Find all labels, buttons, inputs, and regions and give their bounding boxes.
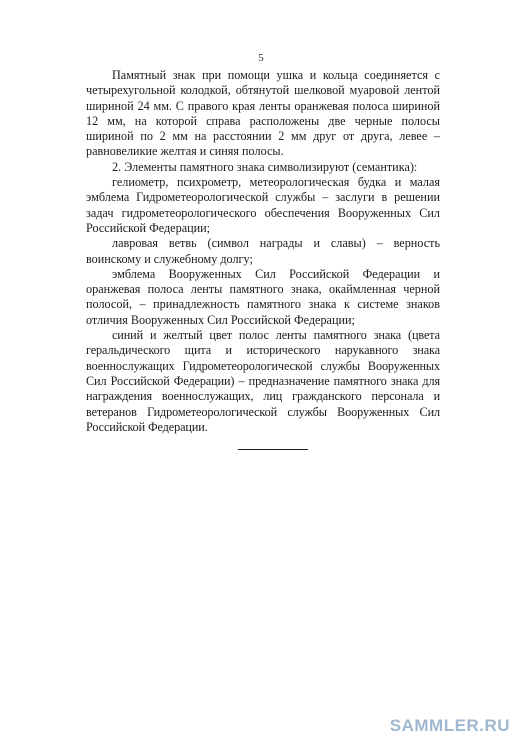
paragraph-emblem-meaning: эмблема Вооруженных Сил Российской Федерации и оранжевая полоса ленты памятного знака, окаймленная черной полосой, – принадлежность памятного знака к системе знаков отличия Вооруженных Сил Российской Федерации; — [86, 266, 440, 327]
document-body — [86, 68, 440, 435]
end-of-text-rule — [238, 449, 308, 450]
paragraph-instruments-meaning: гелиометр, психрометр, метеорологическая будка и малая эмблема Гидрометеорологической службы – заслуги в решении задач гидрометеорологического обеспечения Вооруженных Сил Российской Федерации; — [86, 175, 440, 235]
paragraph-semantics-heading: 2. Элементы памятного знака символизируют (семантика): — [112, 159, 418, 174]
page-number: 5 — [258, 52, 264, 64]
paragraph-colors-meaning: синий и желтый цвет полос ленты памятного знака (цвета геральдического щита и исторического нарукавного знака военнослужащих Гидрометеорологической службы Вооруженных Сил Российской Федерации) – предназначение памятного знака для награждения военнослужащих, лиц гражданского персонала и ветеранов Гидрометеорологической службы Вооруженных Сил Российской Федерации. — [86, 328, 440, 434]
paragraph-laurel-meaning: лавровая ветвь (символ награды и славы) – верность воинскому и служебному долгу; — [86, 236, 440, 266]
watermark-logo: SAMMLER.RU — [389, 716, 510, 735]
paragraph-ribbon-description: Памятный знак при помощи ушка и кольца соединяется с четырехугольной колодкой, обтянутой шелковой муаровой лентой шириной 24 мм. С правого края ленты оранжевая полоса шириной 12 мм, на которой справа расположены две черные полосы шириной по 2 мм на расстоянии 2 мм друг от друга, левее – равновеликие желтая и синяя полосы. — [86, 68, 440, 159]
